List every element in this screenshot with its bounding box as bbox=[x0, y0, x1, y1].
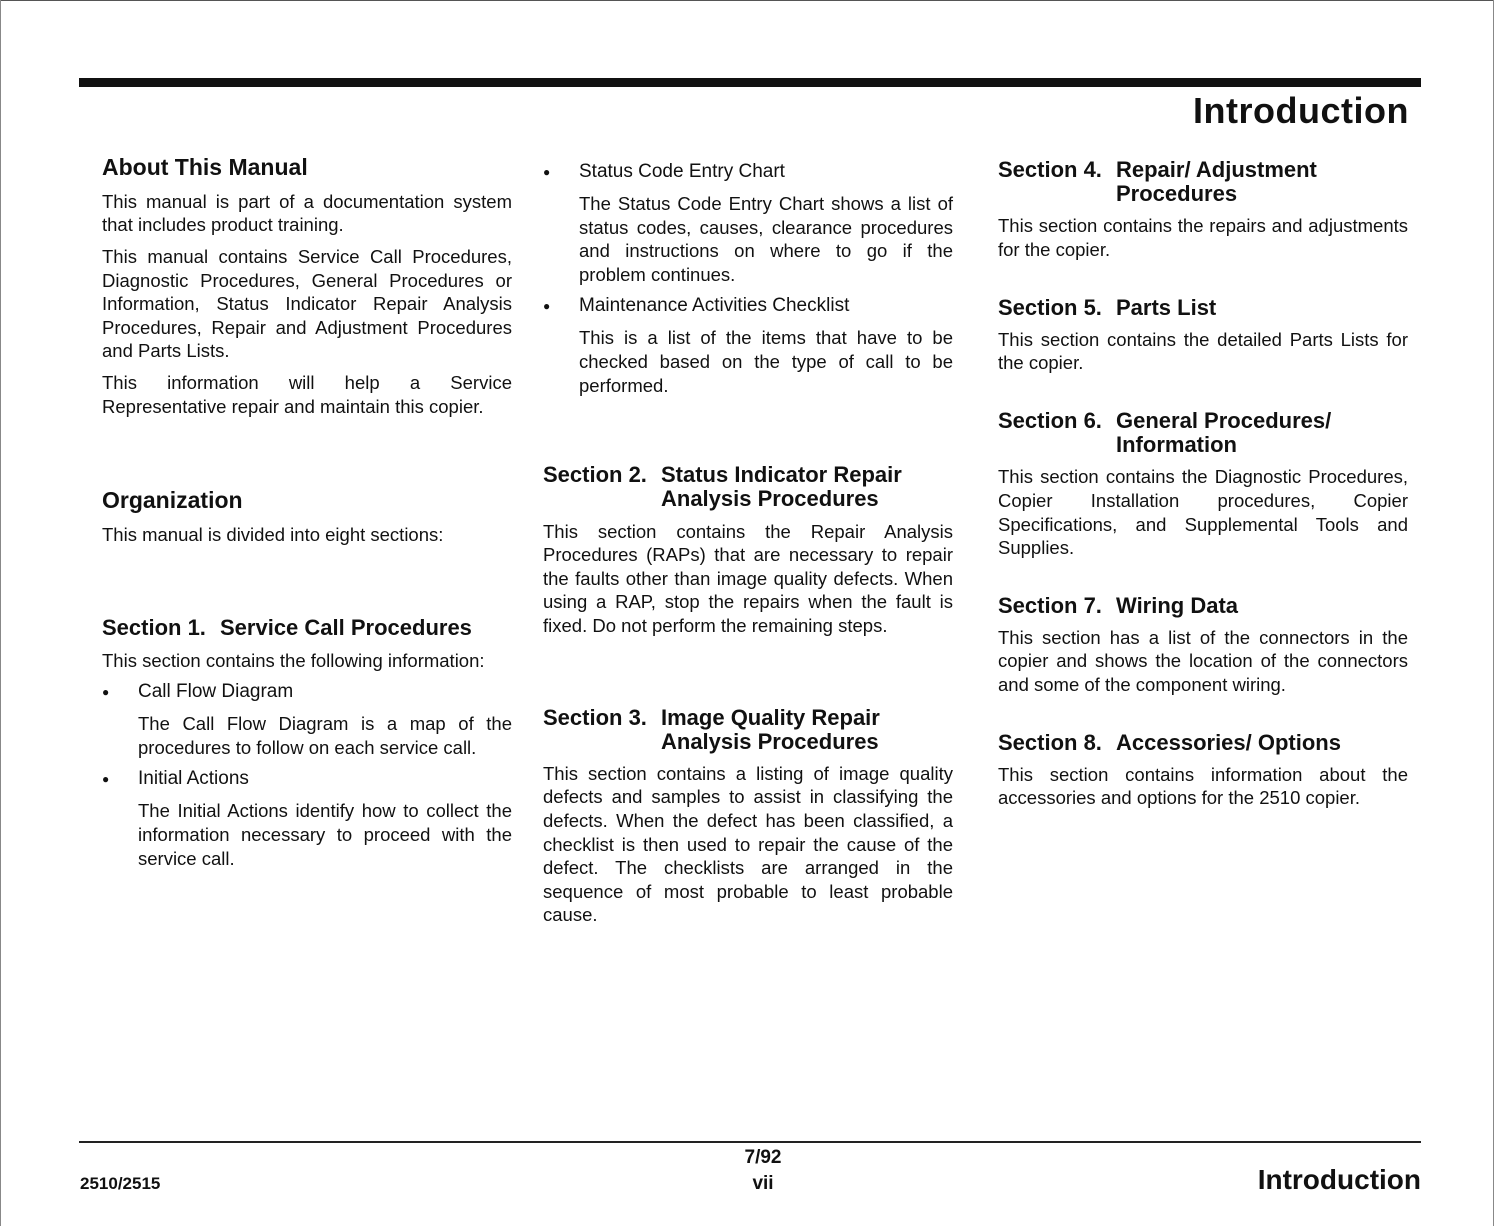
page-frame-top bbox=[0, 0, 1493, 1]
footer-page-number: vii bbox=[752, 1173, 774, 1194]
column-right bbox=[998, 158, 1408, 818]
organization-heading: Organization bbox=[102, 487, 243, 514]
section-3-paragraph: This section contains a listing of image quality defects and samples to assist in classifying the defects. When the defect has been classified, a checklist is then used to repair the cause of the defect. The checklists are arranged in the sequence of most probable to least probable cause. bbox=[543, 762, 953, 926]
section-5-number: Section 5. bbox=[998, 294, 1102, 320]
section-8-number: Section 8. bbox=[998, 729, 1102, 755]
footer-model: 2510/2515 bbox=[80, 1174, 161, 1193]
section-2-number: Section 2. bbox=[543, 462, 647, 488]
section-7-title: Wiring Data bbox=[1116, 592, 1239, 618]
section-3-title: Image Quality Repair Analysis Procedures bbox=[661, 704, 880, 754]
about-paragraph-2: This manual contains Service Call Procedures, Diagnostic Procedures, General Procedures or Information, Status Indicator Repair Analysis Procedures, Repair and Adjustment Procedures and Parts Lists. bbox=[102, 245, 512, 362]
section-3-number: Section 3. bbox=[543, 704, 647, 730]
section-6-heading bbox=[998, 409, 1408, 457]
section-7-heading bbox=[998, 594, 1408, 618]
column-left bbox=[102, 155, 512, 878]
section-5-title: Parts List bbox=[1116, 294, 1217, 320]
section-8-title: Accessories/ Options bbox=[1116, 729, 1341, 755]
page-title: Introduction bbox=[1193, 90, 1409, 131]
section-4-number: Section 4. bbox=[998, 157, 1102, 182]
section-3-heading bbox=[543, 706, 953, 754]
bullet-maintenance-checklist bbox=[543, 294, 953, 397]
footer-section-title: Introduction bbox=[1257, 1164, 1421, 1195]
section-6-title: General Procedures/ Information bbox=[1116, 407, 1332, 458]
about-paragraph-3: This information will help a Service Representative repair and maintain this copier. bbox=[102, 371, 512, 417]
bullet-maintenance-checklist-title: ● Maintenance Activities Checklist bbox=[579, 294, 953, 318]
section-2-heading bbox=[543, 463, 953, 511]
section-4-paragraph: This section contains the repairs and adjustments for the copier. bbox=[998, 215, 1408, 260]
section-8-paragraph: This section contains information about the accessories and options for the 2510 copier. bbox=[998, 763, 1408, 809]
bullet-initial-actions-text: The Initial Actions identify how to collect the information necessary to proceed with the service call. bbox=[138, 800, 512, 869]
section-1-heading bbox=[102, 616, 512, 640]
bullet-call-flow-text: The Call Flow Diagram is a map of the procedures to follow on each service call. bbox=[138, 713, 512, 758]
section-5-paragraph: This section contains the detailed Parts Lists for the copier. bbox=[998, 328, 1408, 374]
about-heading: About This Manual bbox=[102, 154, 308, 180]
header-rule bbox=[79, 78, 1421, 87]
section-6-paragraph: This section contains the Diagnostic Procedures, Copier Installation procedures, Copier Specifications, and Supplemental Tools and Supplies. bbox=[998, 466, 1408, 559]
bullet-call-flow-title: ● Call Flow Diagram bbox=[138, 680, 512, 704]
section-2-title: Status Indicator Repair Analysis Procedures bbox=[661, 462, 902, 512]
bullet-initial-actions-title: ● Initial Actions bbox=[138, 767, 512, 791]
page-frame-right bbox=[1493, 0, 1494, 1226]
footer-page-info bbox=[700, 1145, 826, 1197]
section-6-number: Section 6. bbox=[998, 407, 1102, 433]
section-5-heading bbox=[998, 296, 1408, 320]
bullet-status-code-chart-title: ● Status Code Entry Chart bbox=[579, 160, 953, 184]
bullet-initial-actions bbox=[102, 767, 512, 870]
section-7-number: Section 7. bbox=[998, 592, 1102, 618]
footer-rule bbox=[79, 1141, 1421, 1143]
section-7-paragraph: This section has a list of the connectors in the copier and shows the location of the connectors and some of the component wiring. bbox=[998, 626, 1408, 696]
footer-date: 7/92 bbox=[744, 1147, 782, 1168]
bullet-status-code-chart-text: The Status Code Entry Chart shows a list of status codes, causes, clearance procedures and instructions on where to go if the problem continues. bbox=[579, 193, 953, 285]
bullet-maintenance-checklist-text: This is a list of the items that have to be checked based on the type of call to be performed. bbox=[579, 327, 953, 396]
section-8-heading bbox=[998, 731, 1408, 755]
bullet-status-code-chart bbox=[543, 160, 953, 286]
section-4-heading bbox=[998, 158, 1408, 206]
section-1-number: Section 1. bbox=[102, 615, 206, 641]
bullet-call-flow bbox=[102, 680, 512, 759]
page-frame-left bbox=[0, 0, 1, 1226]
section-2-paragraph: This section contains the Repair Analysis Procedures (RAPs) that are necessary to repair the faults other than image quality defects. When using a RAP, stop the repairs when the fault is fixed. Do not perform the remaining steps. bbox=[543, 520, 953, 636]
about-paragraph-1: This manual is part of a documentation system that includes product training. bbox=[102, 190, 512, 236]
section-1-paragraph: This section contains the following information: bbox=[102, 649, 485, 671]
section-4-title: Repair/ Adjustment Procedures bbox=[1116, 157, 1317, 207]
organization-paragraph: This manual is divided into eight sections: bbox=[102, 523, 444, 545]
section-1-title: Service Call Procedures bbox=[220, 615, 472, 641]
column-middle bbox=[543, 160, 953, 935]
